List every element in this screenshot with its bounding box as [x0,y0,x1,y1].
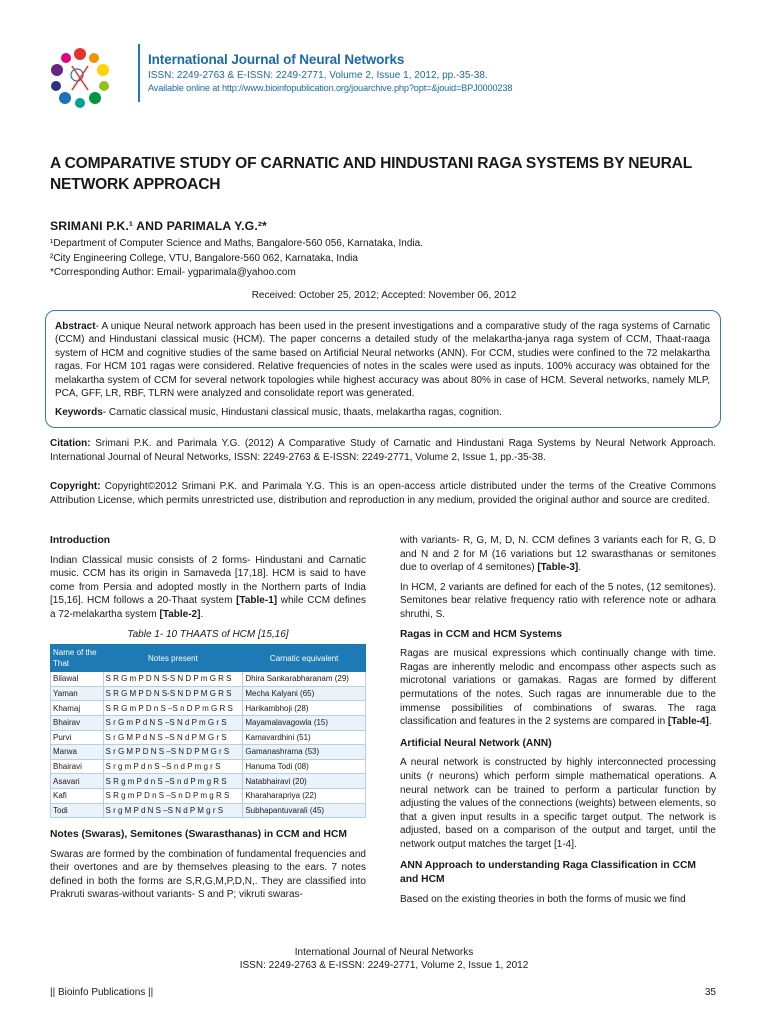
abstract-text [55,320,710,400]
table-cell: Bhairavi [51,759,104,774]
affiliation-2: ²City Engineering College, VTU, Bangalore-560 062, Karnataka, India [50,252,358,264]
table-cell: Todi [51,803,104,818]
affiliation-1: ¹Department of Computer Science and Maths, Bangalore-560 056, Karnataka, India. [50,238,423,249]
citation [50,437,716,464]
table-cell: S R G m P D N S-S N D P m G R S [103,672,243,687]
journal-header [40,40,740,114]
copyright [50,480,716,507]
table-cell: S R G m P D n S –S n D P m G R S [103,701,243,716]
table-cell: Kamavardhini (51) [243,730,366,745]
table-row [51,745,366,760]
page-footer [0,946,768,972]
table-cell: Harikambhoji (28) [243,701,366,716]
table-header-cell: Carnatic equivalent [243,645,366,672]
table-cell: S R g m P d n S –S n d P m g R S [103,774,243,789]
table-3-ref-link[interactable]: [Table-3] [537,562,579,574]
table-header-row [51,645,366,672]
table-cell: S R g m P D n S –S n D P m g R S [103,788,243,803]
footer-publisher: || Bioinfo Publications || [50,987,154,998]
received-dates: Received: October 25, 2012; Accepted: November 06, 2012 [251,290,517,301]
table-row [51,759,366,774]
table-cell: Gamanashrama (53) [243,745,366,760]
table-cell: Hanuma Todi (08) [243,759,366,774]
table-cell: Subhapantuvarali (45) [243,803,366,818]
keywords [55,406,710,419]
introduction-paragraph [50,554,366,622]
table-cell: Asavari [51,774,104,789]
table-row [51,730,366,745]
thaat-table-body [51,672,366,818]
table-cell: Marwa [51,745,104,760]
table-header-cell: Notes present [103,645,243,672]
journal-url-link[interactable]: Available online at http://www.bioinfopublication.org/jouarchive.php?opt=&jouid=BPJ0000238 [148,83,513,93]
table-row [51,715,366,730]
ann-paragraph: A neural network is constructed by highly interconnected processing units (r neurons) which perform simple mathematical operations. A neural network can be trained to perform a particular function by adjusting the values of the connections (weights) between elements, so that a given input results in a specific target output. The network is adjusted, based on a comparison of the output and target, until the network output matches the target [1-4]. [400,757,716,850]
page-number: 35 [704,987,716,998]
ragas-paragraph [400,647,716,729]
table-cell: S r G m P d N S –S N d P m G r S [103,715,243,730]
ann-heading: Artificial Neural Network (ANN) [400,737,552,749]
ragas-text-b: . [708,716,712,728]
table-cell: S r G M P d N S –S N d P M G r S [103,730,243,745]
ann-approach-paragraph: Based on the existing theories in both the forms of music we find [400,893,686,905]
abstract-label: Abstract [55,321,96,332]
ann-approach-heading: ANN Approach to understanding Raga Classification in CCM and HCM [400,860,696,886]
variants-text-b: . [578,562,582,574]
copyright-label: Copyright: [50,481,101,492]
citation-label: Citation: [50,438,91,449]
intro-text-c: . [200,608,204,620]
table-cell: Mecha Kalyani (65) [243,686,366,701]
table-cell: Khamaj [51,701,104,716]
table-cell: S r g M P d N S –S N d P M g r S [103,803,243,818]
left-column [50,534,366,908]
table-row [51,686,366,701]
notes-heading: Notes (Swaras), Semitones (Swarasthanas) in CCM and HCM [50,829,347,841]
corresponding-author: *Corresponding Author: Email- ygparimala@yahoo.com [50,267,296,278]
table-1-caption: Table 1- 10 THAATS of HCM [15,16] [127,628,289,640]
table-row [51,788,366,803]
table-header-cell: Name of the That [51,645,104,672]
table-1-ref-link[interactable]: [Table-1] [236,595,278,607]
right-column [400,534,716,912]
paper-authors: SRIMANI P.K.¹ AND PARIMALA Y.G.²* [50,219,267,233]
table-2-ref-link[interactable]: [Table-2] [159,608,201,620]
table-cell: Purvi [51,730,104,745]
keywords-body: - Carnatic classical music, Hindustani classical music, thaats, melakartha ragas, cognition. [102,407,502,419]
notes-paragraph: Swaras are formed by the combination of fundamental frequencies and their overtones and are by themselves pleasing to the ears. 7 notes defined in both the forms are S,R,G,M,P,D,N,. They are classified into Prakruti swaras-without variants- S and P; vikruti swaras- [50,848,366,901]
table-cell: S R G M P D N S-S N D P M G R S [103,686,243,701]
footer-journal: International Journal of Neural Networks [294,947,474,958]
header-divider [138,44,140,102]
journal-issn: ISSN: 2249-2763 & E-ISSN: 2249-2771, Volume 2, Issue 1, 2012, pp.-35-38. [148,70,488,81]
table-row [51,701,366,716]
citation-text: Srimani P.K. and Parimala Y.G. (2012) A Comparative Study of Carnatic and Hindustani Raga Systems by Neural Network Approach. International Journal of Neural Networks, ISSN: 2249-2763 & E-ISSN: 2249-2771, Volume 2, Issue 1, pp.-35-38. [50,438,716,463]
introduction-heading: Introduction [50,535,111,546]
keywords-label: Keywords [55,407,103,419]
table-cell: Kharaharapriya (22) [243,788,366,803]
table-row [51,774,366,789]
table-cell: Bilawal [51,672,104,687]
table-cell: S r G M P D N S –S N D P M G r S [103,745,243,760]
table-cell: Mayamalavagowla (15) [243,715,366,730]
intro-text-b: while CCM defines a 72-melakartha system [50,595,366,620]
table-cell: Yaman [51,686,104,701]
thaat-table [50,644,366,818]
affiliations [50,237,423,281]
table-row [51,803,366,818]
table-row [51,672,366,687]
abstract-box [45,310,721,428]
hcm-variants-paragraph: In HCM, 2 variants are defined for each of the 5 notes, (12 semitones). Semitones bear relative frequency ratio with reference note or adhara shruthi, S. [400,581,716,620]
abstract-body: - A unique Neural network approach has been used in the present investigations and a comparative study of the raga systems of Carnatic (CCM) and Hindustani classical music (HCM). The paper concerns a detailed study of the melakartha-janya raga system of CCM, Thaat-raaga system of HCM and cognitive studies of the same based on Artificial Neural networks (ANN). For CCM, studies were confined to the 72 melakartha ragas. For HCM 101 ragas were considered. Relative frequencies of notes in the scales were used as inputs. 100% accuracy was obtained for the melakartha system of CCM for several network topologies while highest accuracy was about 80% in case of HCM. Several networks, namely MLP, PCA, GFF, LR, RBF, TLRN were analyzed and consolidate report was generated. [55,321,710,400]
table-cell: Bhairav [51,715,104,730]
paper-title: A COMPARATIVE STUDY OF CARNATIC AND HINDUSTANI RAGA SYSTEMS BY NEURAL NETWORK APPROACH [50,155,692,193]
table-cell: Kafi [51,788,104,803]
variants-paragraph [400,534,716,575]
ragas-heading: Ragas in CCM and HCM Systems [400,628,562,640]
journal-logo-icon [40,42,132,114]
table-4-ref-link[interactable]: [Table-4] [667,716,709,728]
copyright-text: Copyright©2012 Srimani P.K. and Parimala Y.G. This is an open-access article distributed under the terms of the Creative Commons Attribution License, which permits unrestricted use, distribution and reproduction in any medium, provided the original author and source are credited. [50,481,716,506]
table-cell: Natabhairavi (20) [243,774,366,789]
table-cell: Dhira Sankarabharanam (29) [243,672,366,687]
intro-text-a: Indian Classical music consists of 2 forms- Hindustani and Carnatic music. CCM has its origin in Samaveda [17,18]. HCM is said to have come from Persia and adopted mostly in the Northern parts of India [15,16]. HCM follows a 20-Thaat system [50,554,366,607]
table-cell: S r g m P d n S –S n d P m g r S [103,759,243,774]
journal-title: International Journal of Neural Networks [148,52,405,67]
footer-issn: ISSN: 2249-2763 & E-ISSN: 2249-2771, Volume 2, Issue 1, 2012 [239,960,529,971]
variants-text-a: with variants- R, G, M, D, N. CCM defines 3 variants each for R, G, D and N and 2 for M (16 variations but 12 swarasthanas or semitones due to overlap of 4 semitones) [400,535,716,574]
ragas-text-a: Ragas are musical expressions which continually change with time. Ragas are inherently melodic and encompass other aspects such as microtonal variations or gamakas. Ragas are formed by different permutations of the notes. Such ragas are innumerable due to the immense possibilities of combinations of swaras. The raga classification and features in the 2 systems are compared in [400,648,716,728]
